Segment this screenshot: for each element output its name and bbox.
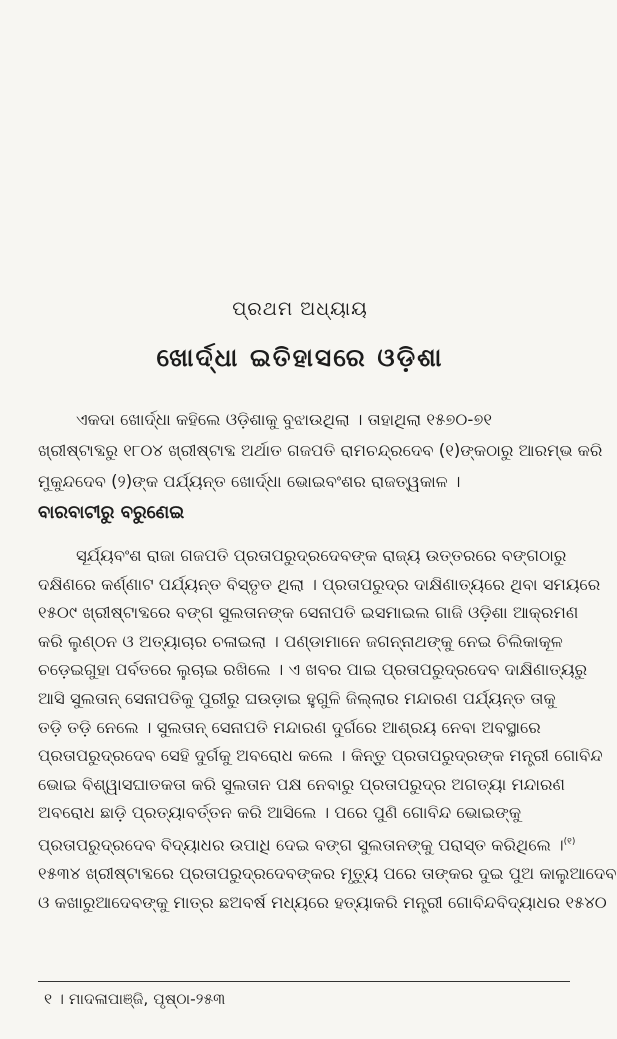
intro-paragraph [38,404,603,497]
body-line: ଓ କଖାରୁଆଦେବଙ୍କୁ ମାତ୍ର ଛଅବର୍ଷ ମଧ୍ୟରେ ହତ୍ୟାକରି ମନ୍ତ୍ରୀ ଗୋବିନ୍ଦବିଦ୍ୟାଧର ୧୫୪୦ [38,892,607,912]
body-line: ଅବରୋଧ ଛାଡ଼ି ପ୍ରତ୍ୟାବର୍ତ୍ତନ କରି ଆସିଲେ । ପରେ ପୁଣି ଗୋବିନ୍ଦ ଭୋଇଙ୍କୁ [38,803,522,823]
section-heading: ବାରବାଟୀରୁ ବରୁଣେଇ [38,502,185,523]
chapter-label: ପ୍ରଥମ ଅଧ୍ୟାୟ [232,298,368,320]
body-line: କରି ଲୁଣ୍ଠନ ଓ ଅତ୍ୟାଚାର ଚଳାଇଲା । ପଣ୍ଡାମାନେ ଜଗନ୍ନାଥଙ୍କୁ ନେଇ ଚିଲିକାକୂଳ [38,631,563,651]
body-line: ଚଡ଼େଇଗୁହା ପର୍ବତରେ ଲୁଚାଇ ରଖିଲେ । ଏ ଖବର ପାଇ ପ୍ରତାପରୁଦ୍ରଦେବ ଦାକ୍ଷିଣାତ୍ୟରୁ [38,660,588,680]
body-line: ସୂର୍ଯ୍ୟବଂଶ ରାଜା ଗଜପତି ପ୍ରତାପରୁଦ୍ରଦେବଙ୍କ ରାଜ୍ୟ ଉତ୍ତରରେ ବଙ୍ଗଠାରୁ [76,546,567,565]
body-line: ୧୫୩୪ ଖ୍ରୀଷ୍ଟାବ୍ଦରେ ପ୍ରତାପରୁଦ୍ରଦେବଙ୍କର ମୃତ୍ୟୁ ପରେ ତାଙ୍କର ଦୁଇ ପୁଅ କାଲୁଆଦେବ [38,864,617,884]
body-line: ତଡ଼ି ତଡ଼ି ନେଲେ । ସୁଲତାନ୍ ସେନାପତି ମନ୍ଦାରଣ ଦୁର୍ଗରେ ଆଶ୍ରୟ ନେବା ଅବସ୍ଥାରେ [38,717,541,737]
body-line: ପ୍ରତାପରୁଦ୍ରଦେବ ସେହି ଦୁର୍ଗକୁ ଅବରୋଧ କଲେ । କିନ୍ତୁ ପ୍ରତାପରୁଦ୍ରଙ୍କ ମନ୍ତ୍ରୀ ଗୋବିନ୍ଦ [38,746,603,766]
chapter-title: ଖୋର୍ଦ୍ଧା ଇତିହାସରେ ଓଡ଼ିଶା [156,343,444,372]
footnote-marker: (୧) [563,836,576,847]
body-line: ୧୫୦୯ ଖ୍ରୀଷ୍ଟାବ୍ଦରେ ବଙ୍ଗ ସୁଲତାନଙ୍କ ସେନାପତି ଇସମାଇଲ ଗାଜି ଓଡ଼ିଶା ଆକ୍ରମଣ [38,603,579,623]
intro-line: ଖ୍ରୀଷ୍ଟାବ୍ଦରୁ ୧୮୦୪ ଖ୍ରୀଷ୍ଟାବ୍ଦ ଅର୍ଥାତ ଗଜପତି ରାମଚନ୍ଦ୍ରଦେବ (୧)ଙ୍କଠାରୁ ଆରମ୍ଭ କରି [38,441,603,460]
body-line: ଭୋଇ ବିଶ୍ୱାସଘାତକତା କରି ସୁଲତାନ ପକ୍ଷ ନେବାରୁ ପ୍ରତାପରୁଦ୍ର ଅଗତ୍ୟା ମନ୍ଦାରଣ [38,774,565,794]
body-paragraph [38,542,617,917]
footnote-divider [38,981,570,982]
footnote: ୧ । ମାଦଳାପାଞ୍ଜି, ପୃଷ୍ଠା-୨୫୩ [44,990,226,1008]
body-line: ଆସି ସୁଲତାନ୍ ସେନାପତିକୁ ପୁରୀରୁ ଘଉଡ଼ାଇ ହୁଗୁଳି ଜିଲ୍ଲାର ମନ୍ଦାରଣ ପର୍ଯ୍ୟନ୍ତ ତାକୁ [38,688,556,708]
body-line-text: ପ୍ରତାପରୁଦ୍ରଦେବ ବିଦ୍ୟାଧର ଉପାଧି ଦେଇ ବଙ୍ଗ ସୁଲତାନଙ୍କୁ ପରାସ୍ତ କରିଥିଲେ । [38,835,564,855]
intro-line: ଏକଦା ଖୋର୍ଦ୍ଧା କହିଲେ ଓଡ଼ିଶାକୁ ବୁଝାଉଥିଲା । ତାହାଥିଲା ୧୫୭୦-୭୧ [76,410,492,429]
body-line [38,828,576,860]
body-line: ଦକ୍ଷିଣରେ କର୍ଣ୍ଣାଟ ପର୍ଯ୍ୟନ୍ତ ବିସ୍ତୃତ ଥିଲା । ପ୍ରତାପରୁଦ୍ର ଦାକ୍ଷିଣାତ୍ୟରେ ଥିବା ସମୟରେ [38,574,601,594]
intro-line: ମୁକୁନ୍ଦଦେବ (୨)ଙ୍କ ପର୍ଯ୍ୟନ୍ତ ଖୋର୍ଦ୍ଧା ଭୋଇବଂଶର ରାଜତ୍ୱକାଳ । [38,472,461,491]
